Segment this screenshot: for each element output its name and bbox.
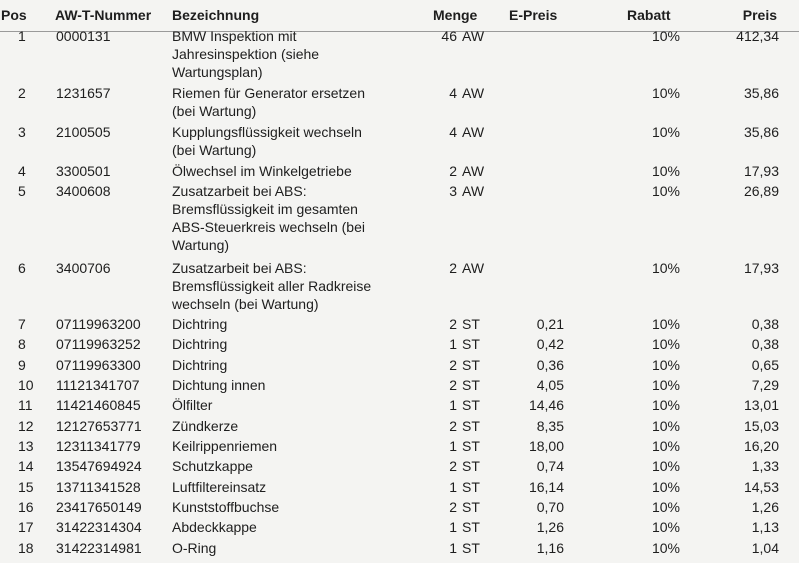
item-discount: 10% <box>651 183 680 199</box>
item-price: 412,34 <box>736 28 779 44</box>
item-unit: ST <box>462 357 480 373</box>
header-aw-number: AW-T-Nummer <box>55 7 152 23</box>
item-description: Dichtring <box>172 316 228 332</box>
item-quantity: 2 <box>449 458 457 474</box>
item-aw-number: 3400706 <box>56 260 111 276</box>
item-aw-number: 11421460845 <box>56 397 141 413</box>
item-aw-number: 31422314304 <box>56 519 142 535</box>
item-discount: 10% <box>651 163 680 179</box>
item-quantity: 2 <box>449 377 457 393</box>
item-pos: 1 <box>18 28 26 44</box>
item-discount: 10% <box>651 397 680 413</box>
header-discount: Rabatt <box>627 7 671 23</box>
item-quantity: 4 <box>449 85 457 101</box>
item-discount: 10% <box>651 540 680 556</box>
item-discount: 10% <box>651 438 680 454</box>
item-unit-price: 4,05 <box>536 377 564 393</box>
item-unit: AW <box>462 124 485 140</box>
item-pos: 9 <box>18 357 26 373</box>
item-unit: ST <box>462 438 480 454</box>
item-price: 1,26 <box>751 499 779 515</box>
item-description: Abdeckkappe <box>172 519 257 535</box>
item-quantity: 2 <box>449 316 457 332</box>
header-price: Preis <box>742 7 777 23</box>
item-pos: 7 <box>18 316 26 332</box>
item-discount: 10% <box>651 519 680 535</box>
item-unit: ST <box>462 397 480 413</box>
item-unit-price: 0,42 <box>536 336 564 352</box>
item-pos: 15 <box>18 479 34 495</box>
item-discount: 10% <box>651 458 680 474</box>
item-description: Ölwechsel im Winkelgetriebe <box>172 163 352 179</box>
item-price: 14,53 <box>743 479 779 495</box>
item-pos: 6 <box>18 260 26 276</box>
item-price: 1,33 <box>751 458 779 474</box>
item-price: 7,29 <box>751 377 779 393</box>
item-pos: 17 <box>18 519 34 535</box>
item-pos: 13 <box>18 438 34 454</box>
item-pos: 10 <box>18 377 34 393</box>
header-quantity: Menge <box>433 7 478 23</box>
item-quantity: 1 <box>449 438 457 454</box>
item-discount: 10% <box>651 124 680 140</box>
item-aw-number: 31422314981 <box>56 540 142 556</box>
item-quantity: 2 <box>449 260 457 276</box>
item-unit-price: 0,36 <box>536 357 564 373</box>
header-unit-price: E-Preis <box>509 7 558 23</box>
item-price: 1,13 <box>751 519 779 535</box>
item-unit-price: 0,70 <box>536 499 564 515</box>
item-pos: 12 <box>18 418 34 434</box>
item-description: Luftfiltereinsatz <box>172 479 267 495</box>
item-price: 0,38 <box>751 316 779 332</box>
item-discount: 10% <box>651 377 680 393</box>
header-pos: Pos <box>1 7 27 23</box>
item-aw-number: 0000131 <box>56 28 111 44</box>
item-quantity: 3 <box>449 183 457 199</box>
item-price: 17,93 <box>743 163 779 179</box>
item-price: 17,93 <box>743 260 779 276</box>
item-discount: 10% <box>651 316 680 332</box>
item-pos: 8 <box>18 336 26 352</box>
item-aw-number: 13547694924 <box>56 458 142 474</box>
item-aw-number: 2100505 <box>56 124 111 140</box>
item-price: 1,04 <box>751 540 779 556</box>
item-description: Riemen für Generator ersetzen (bei Wartung) <box>172 85 365 119</box>
item-description: Dichtring <box>172 336 228 352</box>
item-discount: 10% <box>651 418 680 434</box>
item-quantity: 46 <box>441 28 457 44</box>
item-unit: AW <box>462 260 485 276</box>
item-pos: 2 <box>18 85 26 101</box>
item-aw-number: 23417650149 <box>56 499 142 515</box>
item-quantity: 2 <box>449 163 457 179</box>
item-description: Schutzkappe <box>172 458 253 474</box>
item-price: 35,86 <box>743 124 779 140</box>
item-unit-price: 1,16 <box>536 540 564 556</box>
item-description: O-Ring <box>172 540 217 556</box>
item-unit: ST <box>462 418 480 434</box>
item-aw-number: 12127653771 <box>56 418 142 434</box>
item-price: 16,20 <box>743 438 779 454</box>
item-description: Dichtung innen <box>172 377 266 393</box>
item-description: BMW Inspektion mit Jahresinspektion (siehe Wartungsplan) <box>172 28 320 80</box>
item-unit: ST <box>462 519 480 535</box>
item-quantity: 4 <box>449 124 457 140</box>
item-unit: ST <box>462 540 480 556</box>
item-unit: ST <box>462 336 480 352</box>
item-price: 0,65 <box>751 357 779 373</box>
item-aw-number: 11121341707 <box>56 377 140 393</box>
item-aw-number: 12311341779 <box>56 438 141 454</box>
item-pos: 4 <box>18 163 26 179</box>
item-unit: AW <box>462 85 485 101</box>
item-description: Ölfilter <box>172 397 213 413</box>
item-aw-number: 13711341528 <box>56 479 141 495</box>
item-price: 0,38 <box>751 336 779 352</box>
item-unit: AW <box>462 163 485 179</box>
item-unit-price: 16,14 <box>528 479 564 495</box>
item-pos: 5 <box>18 183 26 199</box>
item-quantity: 1 <box>449 479 457 495</box>
item-description: Dichtring <box>172 357 228 373</box>
item-pos: 11 <box>18 397 33 413</box>
item-unit-price: 14,46 <box>528 397 564 413</box>
item-discount: 10% <box>651 357 680 373</box>
item-unit: AW <box>462 183 485 199</box>
item-aw-number: 1231657 <box>56 85 111 101</box>
item-discount: 10% <box>651 85 680 101</box>
item-discount: 10% <box>651 28 680 44</box>
item-unit-price: 0,21 <box>536 316 564 332</box>
item-price: 35,86 <box>743 85 779 101</box>
item-quantity: 1 <box>449 397 457 413</box>
item-unit: ST <box>462 316 480 332</box>
item-quantity: 1 <box>449 336 457 352</box>
item-price: 26,89 <box>743 183 779 199</box>
item-pos: 16 <box>18 499 34 515</box>
item-aw-number: 07119963300 <box>56 357 141 373</box>
item-aw-number: 3400608 <box>56 183 111 199</box>
item-price: 13,01 <box>743 397 779 413</box>
item-unit-price: 1,26 <box>536 519 564 535</box>
item-discount: 10% <box>651 479 680 495</box>
item-unit-price: 8,35 <box>536 418 564 434</box>
item-unit-price: 0,74 <box>536 458 564 474</box>
item-unit: AW <box>462 28 485 44</box>
item-discount: 10% <box>651 499 680 515</box>
item-quantity: 2 <box>449 357 457 373</box>
item-pos: 3 <box>18 124 26 140</box>
item-aw-number: 07119963200 <box>56 316 141 332</box>
item-description: Zusatzarbeit bei ABS: Bremsflüssigkeit aller Radkreise wechseln (bei Wartung) <box>172 260 372 312</box>
item-aw-number: 07119963252 <box>56 336 141 352</box>
item-unit: ST <box>462 499 480 515</box>
item-description: Zündkerze <box>172 418 239 434</box>
item-unit: ST <box>462 377 480 393</box>
item-pos: 18 <box>18 540 34 556</box>
item-quantity: 2 <box>449 418 457 434</box>
item-unit: ST <box>462 458 480 474</box>
item-quantity: 1 <box>449 519 457 535</box>
item-aw-number: 3300501 <box>56 163 111 179</box>
item-pos: 14 <box>18 458 34 474</box>
item-price: 15,03 <box>743 418 779 434</box>
item-description: Zusatzarbeit bei ABS: Bremsflüssigkeit im gesamten ABS-Steuerkreis wechseln (bei Wartung) <box>172 183 365 253</box>
item-quantity: 1 <box>449 540 457 556</box>
item-discount: 10% <box>651 260 680 276</box>
item-description: Kupplungsflüssigkeit wechseln (bei Wartung) <box>172 124 362 158</box>
item-quantity: 2 <box>449 499 457 515</box>
header-description: Bezeichnung <box>172 7 260 23</box>
item-description: Kunststoffbuchse <box>172 499 280 515</box>
item-discount: 10% <box>651 336 680 352</box>
item-description: Keilrippenriemen <box>172 438 278 454</box>
item-unit: ST <box>462 479 480 495</box>
item-unit-price: 18,00 <box>528 438 564 454</box>
